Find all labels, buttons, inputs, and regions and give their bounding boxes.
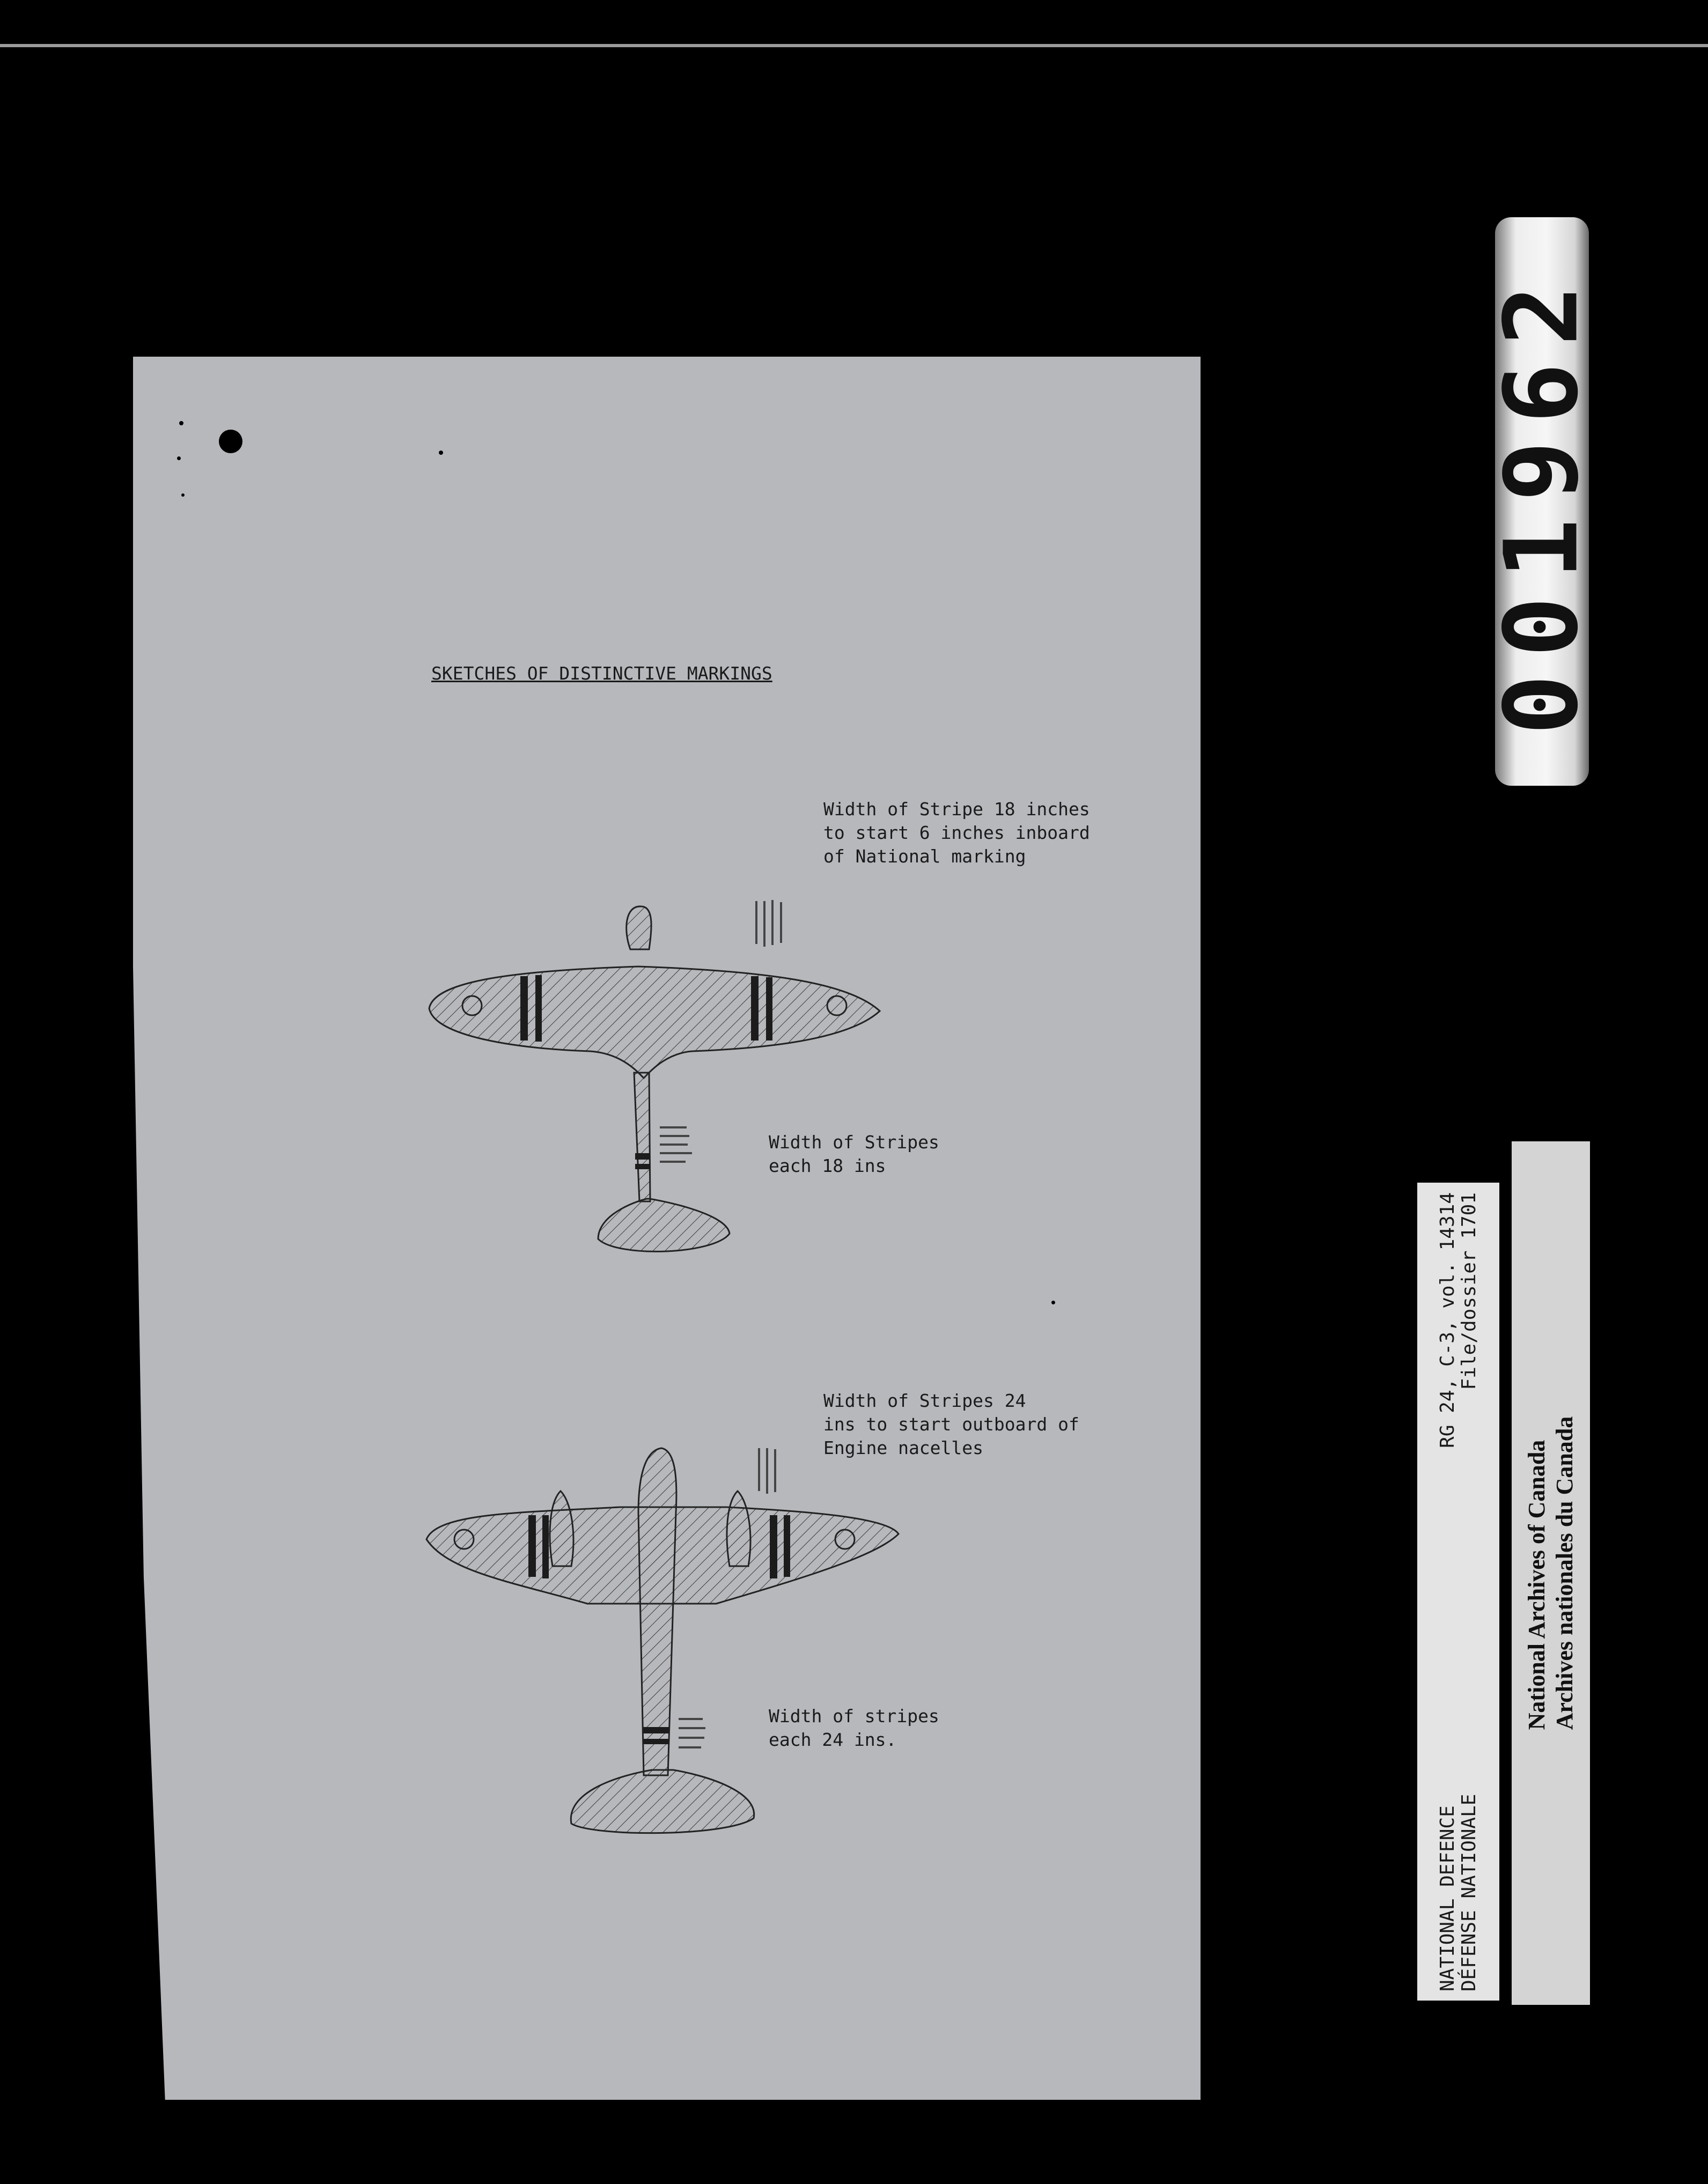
scan-border-line xyxy=(0,44,1708,47)
document-title: SKETCHES OF DISTINCTIVE MARKINGS xyxy=(431,663,772,684)
reference-line: RG 24, C-3, vol. 14314 xyxy=(1436,1192,1459,1448)
note-line: each 18 ins xyxy=(769,1155,886,1176)
note-line: Engine nacelles xyxy=(823,1437,984,1458)
ink-speck xyxy=(177,456,181,460)
archives-line: National Archives of Canada xyxy=(1523,1440,1550,1730)
ink-speck xyxy=(179,421,183,425)
fuselage-stripe xyxy=(643,1727,669,1733)
single-engine-tail-note xyxy=(769,1131,939,1178)
ink-speck xyxy=(1051,1301,1055,1304)
wing-stripe xyxy=(535,975,542,1042)
note-line: Width of Stripes xyxy=(769,1132,939,1153)
wing-stripe xyxy=(784,1515,790,1577)
national-archives-label-text xyxy=(1523,1416,1579,1730)
single-engine-wing-note xyxy=(823,798,1090,868)
wing-stripe xyxy=(542,1515,549,1578)
note-line: ins to start outboard of xyxy=(823,1414,1079,1435)
note-line: Width of stripes xyxy=(769,1706,939,1726)
note-line: Width of Stripe 18 inches xyxy=(823,799,1090,820)
national-archives-label xyxy=(1512,1141,1590,2005)
note-line: to start 6 inches inboard xyxy=(823,822,1090,843)
national-defence-label xyxy=(1417,1183,1499,2001)
single-engine-aircraft-sketch xyxy=(413,896,896,1271)
reference-line: File/dossier 1701 xyxy=(1457,1192,1480,1390)
national-defence-label-text xyxy=(1437,1192,1480,1991)
wing-stripe xyxy=(751,976,759,1041)
ink-speck xyxy=(181,493,185,497)
note-line: of National marking xyxy=(823,846,1026,867)
frame-number-stamp xyxy=(1483,217,1601,786)
wing-stripe xyxy=(520,976,528,1041)
archives-line: Archives nationales du Canada xyxy=(1551,1416,1578,1730)
ink-speck xyxy=(439,451,443,455)
fuselage-stripe xyxy=(643,1739,669,1744)
note-line: each 24 ins. xyxy=(769,1729,897,1750)
wing-stripe xyxy=(770,1515,777,1578)
department-line: NATIONAL DEFENCE xyxy=(1436,1805,1459,1991)
fuselage-stripe xyxy=(635,1153,650,1160)
frame-number: 001962 xyxy=(1483,268,1601,735)
fuselage-stripe xyxy=(635,1164,650,1169)
ink-blot xyxy=(219,430,242,453)
wing-stripe xyxy=(766,977,772,1041)
department-line: DÉFENSE NATIONALE xyxy=(1457,1794,1480,1991)
wing-stripe xyxy=(528,1515,536,1577)
twin-engine-aircraft-sketch xyxy=(416,1448,909,1834)
note-line: Width of Stripes 24 xyxy=(823,1390,1026,1411)
twin-engine-tail-note xyxy=(769,1705,939,1752)
